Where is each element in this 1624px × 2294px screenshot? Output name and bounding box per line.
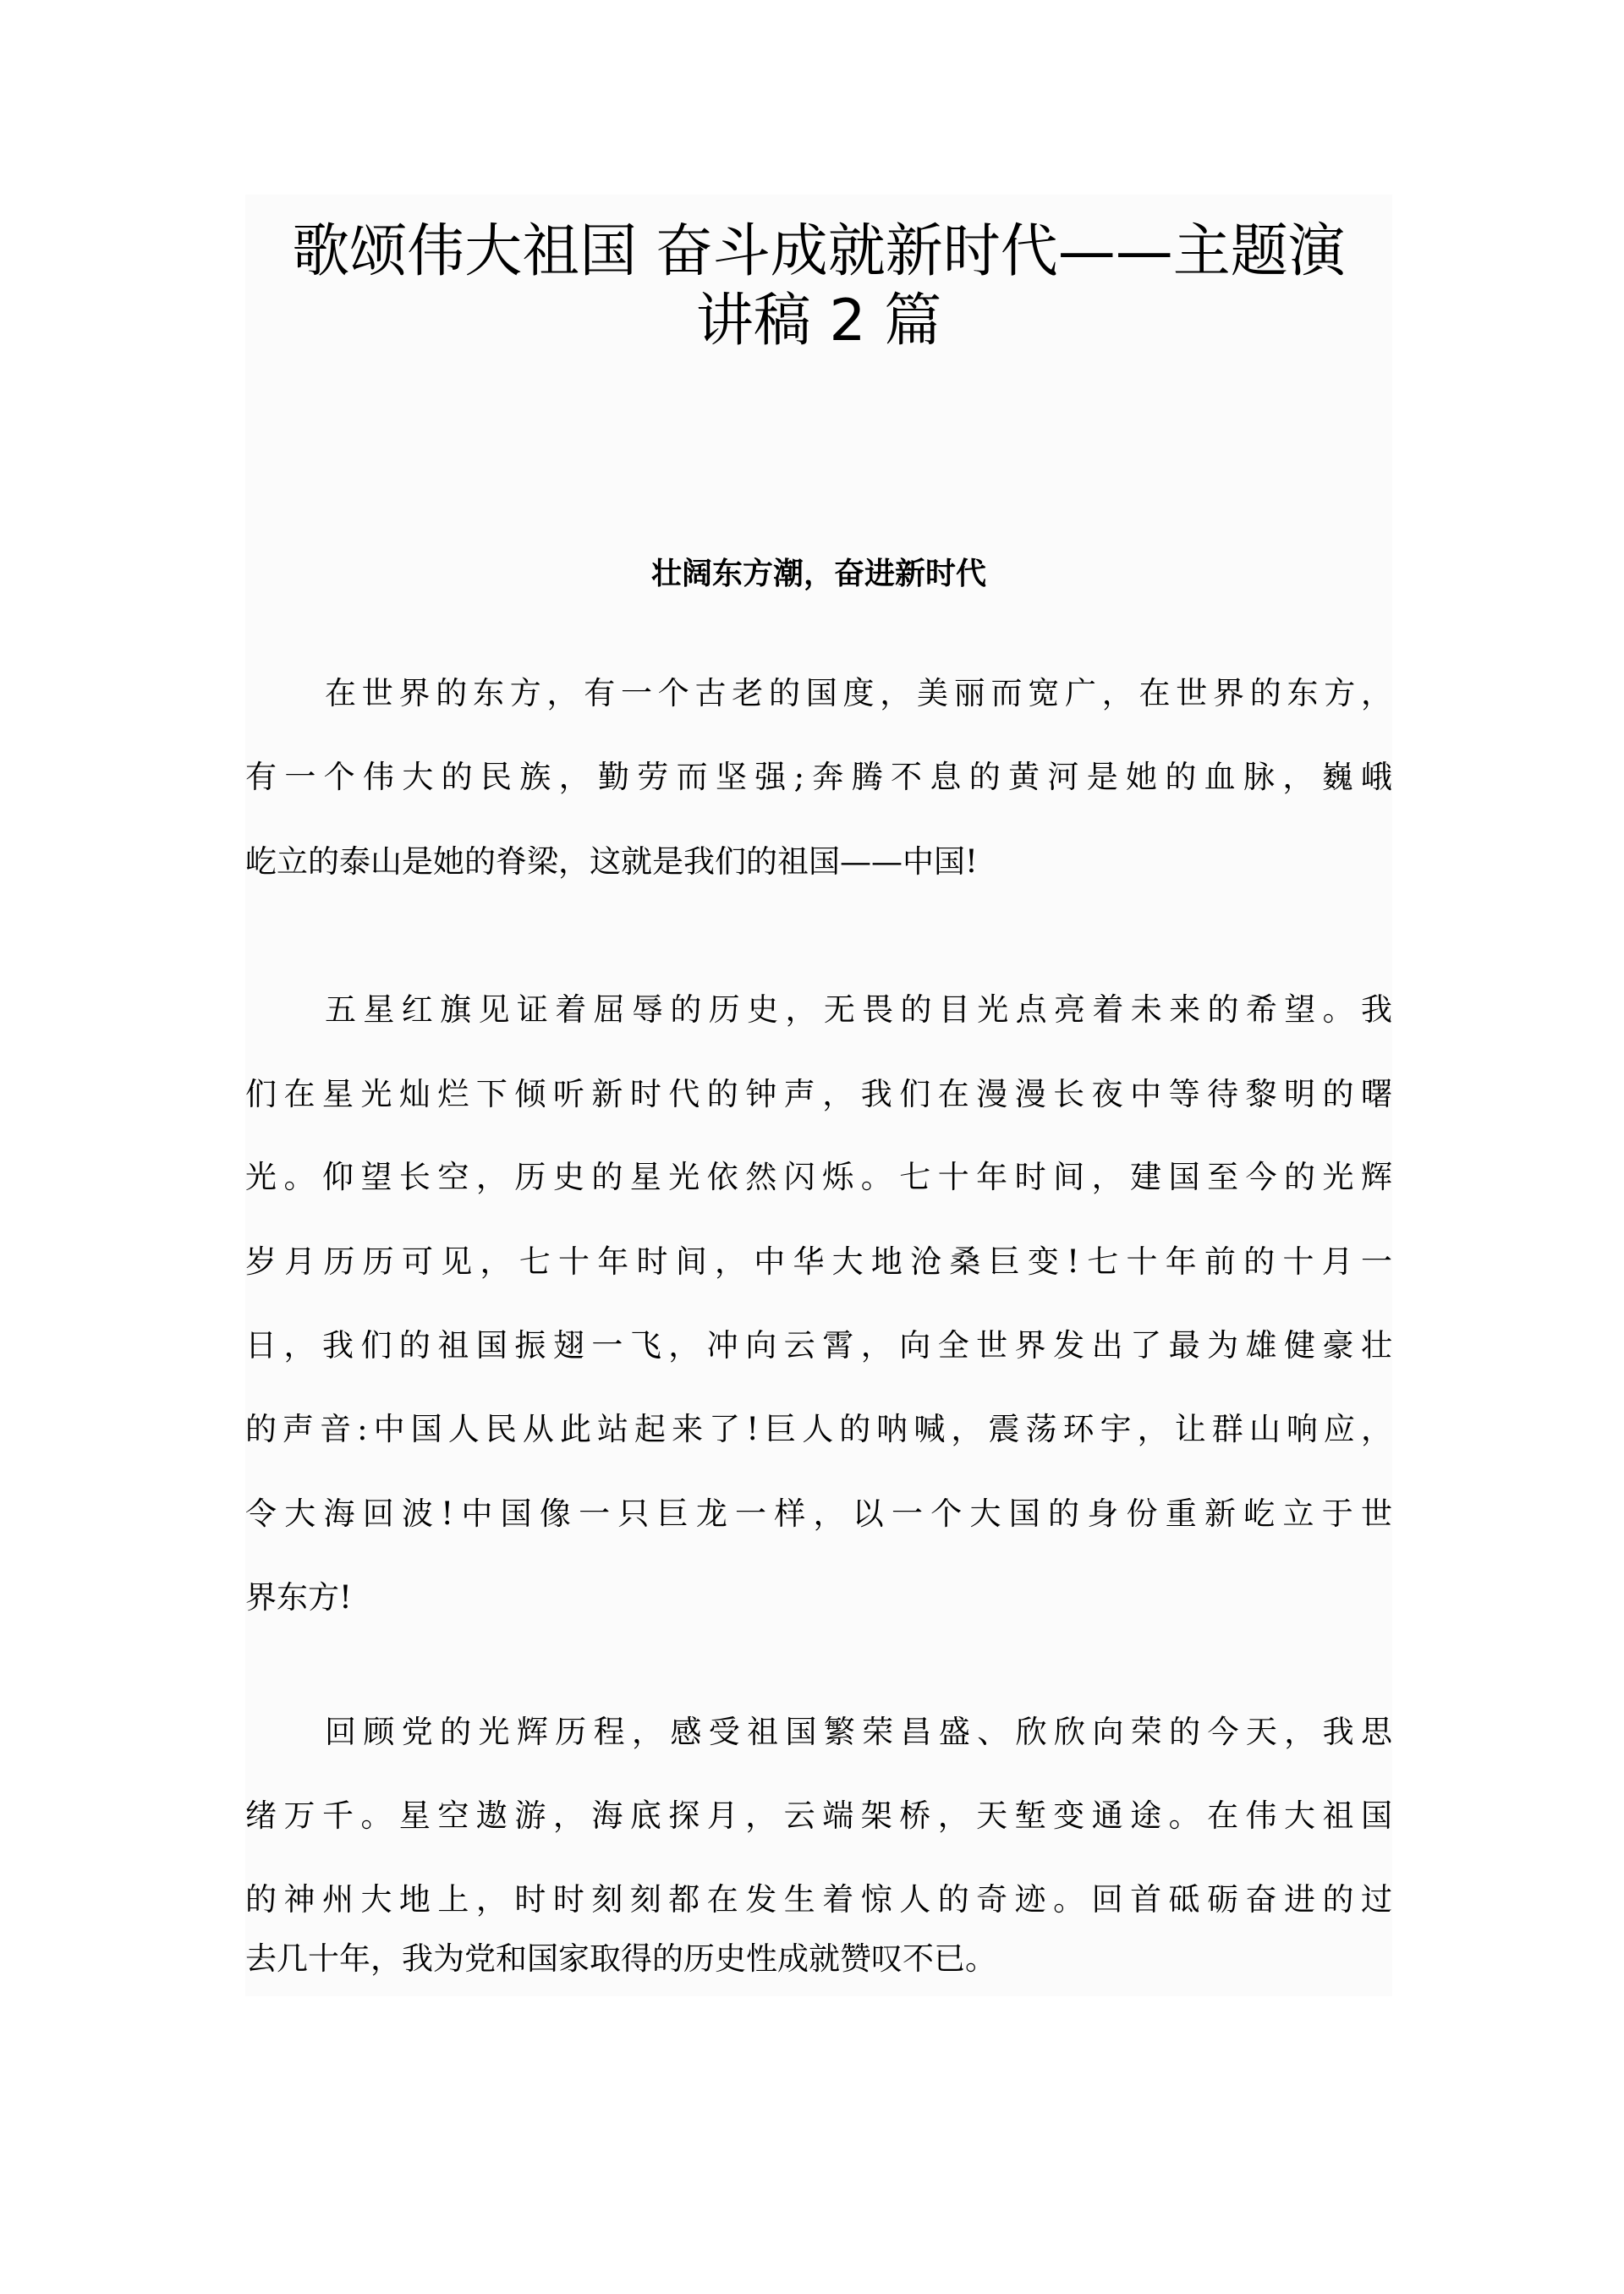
section-heading: 壮阔东方潮，奋进新时代 (650, 556, 986, 591)
paragraph-2-line-1: 五星红旗见证着屈辱的历史，无畏的目光点亮着未来的希望。我 (325, 991, 1392, 1028)
paragraph-2-line-7: 令大海回波!中国像一只巨龙一样，以一个大国的身份重新屹立于世 (245, 1495, 1392, 1532)
paragraph-2-line-2: 们在星光灿烂下倾听新时代的钟声，我们在漫漫长夜中等待黎明的曙 (245, 1076, 1392, 1112)
paragraph-3-line-4: 去几十年，我为党和国家取得的历史性成就赞叹不已。 (245, 1940, 996, 1977)
paragraph-1-line-3: 屹立的泰山是她的脊梁，这就是我们的祖国——中国! (245, 843, 978, 880)
paragraph-2-line-3: 光。仰望长空，历史的星光依然闪烁。七十年时间，建国至今的光辉 (245, 1159, 1392, 1195)
document-content (245, 195, 1392, 1996)
paragraph-1-line-1: 在世界的东方，有一个古老的国度，美丽而宽广，在世界的东方， (325, 675, 1392, 711)
paragraph-3-line-2: 绪万千。星空遨游，海底探月，云端架桥，天堑变通途。在伟大祖国 (245, 1797, 1392, 1834)
paragraph-2-line-8: 界东方! (245, 1579, 352, 1616)
paragraph-3-line-3: 的神州大地上，时时刻刻都在发生着惊人的奇迹。回首砥砺奋进的过 (245, 1881, 1392, 1918)
paragraph-2-line-6: 的声音:中国人民从此站起来了!巨人的呐喊，震荡环宇，让群山响应， (245, 1411, 1392, 1447)
paragraph-2-line-5: 日，我们的祖国振翅一飞，冲向云霄，向全世界发出了最为雄健豪壮 (245, 1327, 1392, 1364)
paragraph-3-line-1: 回顾党的光辉历程，感受祖国繁荣昌盛、欣欣向荣的今天，我思 (325, 1714, 1392, 1750)
document-title-line-1: 歌颂伟大祖国 奋斗成就新时代——主题演 (292, 218, 1346, 285)
paragraph-2-line-4: 岁月历历可见，七十年时间，中华大地沧桑巨变!七十年前的十月一 (245, 1243, 1392, 1280)
document-title-line-2: 讲稿 2 篇 (695, 288, 942, 354)
paragraph-1-line-2: 有一个伟大的民族，勤劳而坚强;奔腾不息的黄河是她的血脉，巍峨 (245, 759, 1392, 795)
